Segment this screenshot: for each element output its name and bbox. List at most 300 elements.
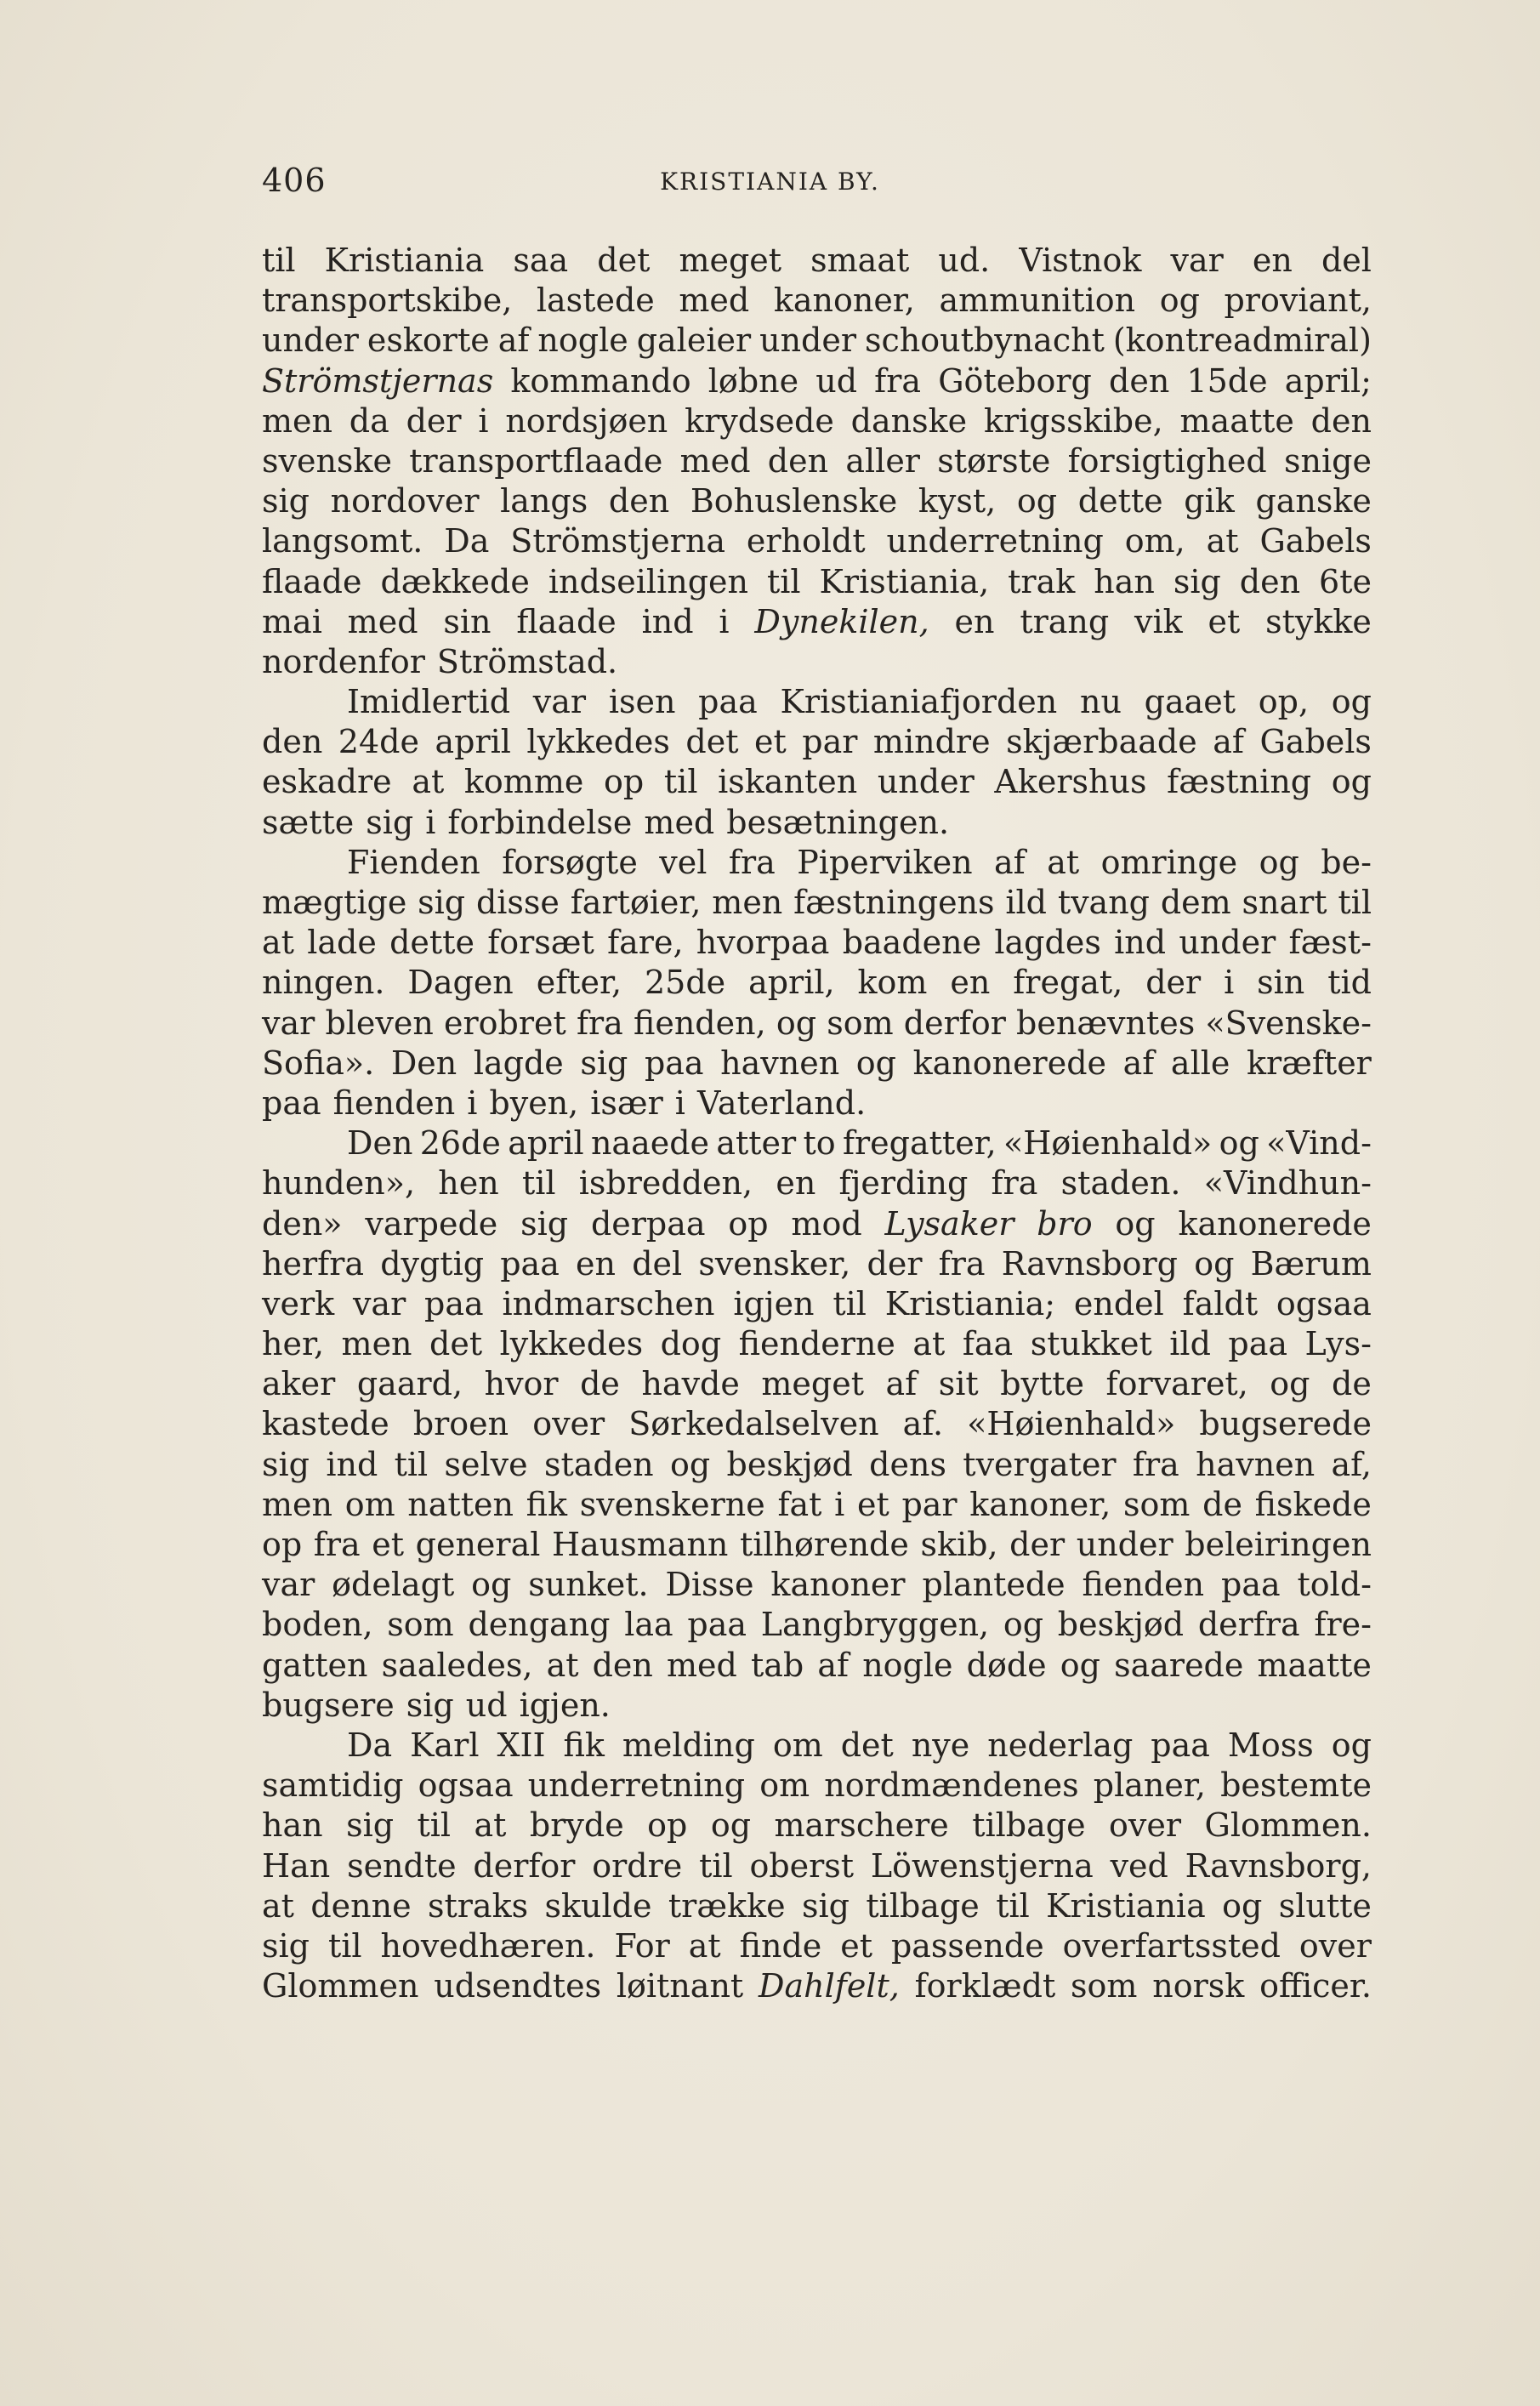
text-line	[262, 1846, 1372, 1886]
word: dette	[1077, 482, 1163, 520]
word: flaade	[262, 562, 362, 600]
word: ind	[1114, 924, 1167, 962]
word: to	[803, 1124, 836, 1163]
word: nordenfor	[262, 642, 425, 680]
word: til	[833, 1284, 867, 1322]
word: ammunition	[939, 282, 1136, 320]
word: at	[1206, 522, 1239, 560]
word: han	[262, 1806, 323, 1845]
word: og	[776, 1004, 817, 1042]
word: og	[1331, 763, 1372, 801]
word: beskjød	[726, 1445, 853, 1483]
word: og	[1159, 282, 1200, 320]
text-line	[262, 642, 1372, 682]
word: sig	[262, 1445, 310, 1483]
word: kanoner	[770, 1566, 906, 1604]
word: faldt	[1182, 1284, 1259, 1322]
text-line	[262, 1485, 1372, 1525]
word: «Vind-	[1266, 1124, 1372, 1163]
word: straks	[428, 1886, 529, 1925]
word: eskorte	[367, 321, 490, 360]
word: svenskerne	[579, 1485, 765, 1523]
word: norsk	[1152, 1967, 1245, 2005]
text-line	[262, 923, 1372, 963]
word: Karl	[410, 1726, 480, 1764]
word: staden.	[1060, 1164, 1181, 1203]
word: forsæt	[487, 924, 594, 962]
word: op,	[1258, 683, 1310, 721]
word: baadene	[842, 924, 982, 962]
word: han	[1094, 562, 1155, 600]
word: og	[710, 1806, 752, 1845]
word: og	[1222, 1886, 1263, 1925]
word: Löwenstjerna	[870, 1846, 1094, 1885]
word: under	[262, 321, 359, 360]
word: galeier	[636, 321, 752, 360]
word: bestemte	[1220, 1766, 1372, 1805]
word: Glommen.	[1204, 1806, 1372, 1845]
word: skjærbaade	[1006, 723, 1197, 761]
word: døde	[966, 1646, 1047, 1684]
text-line	[262, 401, 1372, 441]
text-line	[262, 602, 1372, 642]
text-line	[262, 321, 1372, 361]
word: indmarschen	[502, 1284, 715, 1322]
word: stykke	[1265, 602, 1372, 640]
word: op	[262, 1526, 303, 1563]
word: her,	[262, 1325, 325, 1363]
word: indseilingen	[548, 562, 748, 600]
word: faa	[962, 1325, 1014, 1363]
word: Sørkedalselven	[628, 1405, 879, 1443]
text-line	[262, 1605, 1372, 1645]
word: og	[1016, 482, 1058, 520]
text-line	[262, 1926, 1372, 1966]
word: lykkedes	[499, 1325, 644, 1363]
word: om	[344, 1485, 395, 1523]
word: en	[776, 1164, 816, 1203]
text-line	[262, 883, 1372, 923]
word: Hausmann	[551, 1526, 729, 1563]
word: fienden	[1082, 1566, 1205, 1604]
word: Imidlertid	[347, 683, 511, 721]
word: det	[685, 723, 739, 761]
word: igjen.	[519, 1686, 611, 1724]
word: fra	[728, 843, 776, 881]
word: meget	[679, 242, 782, 279]
word: nordover	[330, 482, 480, 520]
word: staden	[543, 1445, 654, 1483]
word: af	[994, 843, 1026, 881]
word: de	[1332, 1365, 1372, 1403]
text-line	[262, 1364, 1372, 1404]
word: af	[817, 1646, 850, 1684]
text-line	[262, 481, 1372, 521]
word: snige	[1283, 441, 1372, 480]
word: der	[406, 401, 462, 440]
word: Langbryggen,	[760, 1606, 990, 1644]
word: ødelagt	[332, 1566, 455, 1604]
word: med	[679, 441, 751, 480]
word: men	[262, 1485, 332, 1523]
word: ind	[326, 1445, 378, 1483]
word: vel	[659, 843, 707, 881]
word: det	[840, 1726, 894, 1764]
word: om	[772, 1726, 823, 1764]
word: byen,	[489, 1084, 579, 1122]
word: Lysaker	[884, 1204, 1014, 1243]
word: som	[1071, 1967, 1138, 2005]
word: ogsaa	[1276, 1284, 1372, 1322]
word: ind	[641, 602, 694, 640]
text-line	[262, 281, 1372, 321]
word: fregat,	[1013, 964, 1123, 1002]
word: atter	[716, 1124, 797, 1163]
text-line	[262, 361, 1372, 401]
word: et	[372, 1526, 405, 1563]
word: derpaa	[590, 1204, 706, 1243]
word: af.	[902, 1405, 944, 1443]
word: XII	[497, 1726, 546, 1764]
text-line	[262, 1044, 1372, 1084]
word: hen	[438, 1164, 499, 1203]
word: paa	[424, 1284, 484, 1322]
running-head: KRISTIANIA BY.	[660, 168, 880, 196]
word: og	[1331, 1726, 1372, 1764]
word: lykkedes	[526, 723, 670, 761]
text-line	[262, 241, 1372, 281]
word: kanonerede	[1178, 1204, 1372, 1243]
word: sig	[580, 1044, 628, 1082]
word: kræfter	[1246, 1044, 1372, 1082]
text-line	[262, 1324, 1372, 1364]
word: af	[1122, 1044, 1155, 1082]
word: paa	[698, 683, 758, 721]
word: og	[855, 1044, 896, 1082]
word: tvang	[1057, 884, 1151, 921]
word: under	[1179, 924, 1276, 962]
word: Ravnsborg,	[1185, 1846, 1372, 1885]
word: par	[802, 723, 858, 761]
word: et	[840, 1926, 872, 1965]
word: i	[425, 803, 436, 841]
word: i	[467, 1084, 478, 1122]
word: over	[1109, 1806, 1182, 1845]
word: «Svenske-	[1205, 1004, 1372, 1042]
word: som	[827, 1004, 894, 1042]
word: saaledes,	[381, 1646, 533, 1684]
word: naaede	[590, 1124, 710, 1163]
word: lastede	[536, 282, 655, 320]
word: kanoner,	[773, 282, 915, 320]
word: ved	[1110, 1846, 1168, 1885]
word: den	[262, 723, 323, 761]
word: fiskede	[1254, 1485, 1372, 1523]
word: en	[576, 1244, 617, 1283]
word: til	[663, 763, 698, 801]
word: fæstningens	[793, 884, 995, 921]
word: derfor	[903, 1004, 1006, 1042]
word: bugserede	[1199, 1405, 1372, 1443]
text-line	[262, 1163, 1372, 1203]
word: lagdes	[994, 924, 1101, 962]
word: de	[580, 1365, 620, 1403]
word: der	[867, 1244, 923, 1283]
word: langsomt.	[262, 522, 423, 560]
word: ud.	[938, 242, 991, 279]
word: tvergater	[963, 1445, 1117, 1483]
word: til	[417, 1806, 452, 1845]
word: del	[1321, 242, 1372, 279]
word: 6te	[1319, 562, 1372, 600]
word: og	[1270, 1365, 1310, 1403]
word: langs	[500, 482, 588, 520]
word: erobret	[444, 1004, 566, 1042]
word: der	[1009, 1526, 1065, 1563]
word: eskadre	[262, 763, 392, 801]
word: sig	[262, 1926, 310, 1965]
word: Dynekilen,	[754, 602, 929, 640]
word: krydsede	[685, 401, 834, 440]
word: den»	[262, 1204, 343, 1243]
word: svenske	[262, 441, 392, 480]
word: sin	[443, 602, 492, 640]
word: bleven	[325, 1004, 434, 1042]
word: det	[429, 1325, 483, 1363]
word: kanoner,	[969, 1485, 1111, 1523]
word: derfra	[1197, 1606, 1300, 1644]
word: nogle	[537, 321, 628, 360]
word: fare,	[607, 924, 684, 962]
word: var	[262, 1566, 315, 1604]
word: Vaterland.	[696, 1084, 867, 1122]
word: kom	[857, 964, 928, 1002]
word: Piperviken	[797, 843, 973, 881]
word: paa	[1228, 1325, 1288, 1363]
word: at	[474, 1806, 507, 1845]
word: «Vindhun-	[1203, 1164, 1372, 1203]
word: til	[766, 562, 801, 600]
word: aker	[262, 1365, 336, 1403]
word: natten	[407, 1485, 514, 1523]
word: under	[877, 763, 975, 801]
word: det	[597, 242, 651, 279]
text-line	[262, 1404, 1372, 1444]
word: fra	[576, 1004, 623, 1042]
word: fæstning	[1167, 763, 1312, 801]
word: beskjød	[1057, 1606, 1185, 1644]
word: krigsskibe,	[983, 401, 1163, 440]
word: oberst	[749, 1846, 855, 1885]
word: gaaet	[1144, 683, 1236, 721]
word: sig	[366, 803, 414, 841]
word: Lys-	[1304, 1325, 1372, 1363]
word: april	[435, 723, 511, 761]
word: fik	[526, 1485, 567, 1523]
word: og	[1331, 683, 1372, 721]
word: lagde	[473, 1044, 564, 1082]
word: benævntes	[1016, 1004, 1196, 1042]
word: men	[341, 1325, 412, 1363]
word: fienden,	[634, 1004, 766, 1042]
word: og	[1194, 1244, 1235, 1283]
word: del	[632, 1244, 683, 1283]
word: fienderne	[738, 1325, 895, 1363]
text-line	[262, 1886, 1372, 1926]
word: ordre	[592, 1846, 683, 1885]
word: denne	[310, 1886, 412, 1925]
word: nye	[911, 1726, 970, 1764]
text-line	[262, 562, 1372, 602]
word: til	[996, 1886, 1030, 1925]
word: kastede	[262, 1405, 389, 1443]
word: erholdt	[746, 522, 866, 560]
word: Moss	[1227, 1726, 1314, 1764]
word: passende	[890, 1926, 1044, 1965]
word: Disse	[665, 1566, 754, 1604]
word: sig	[520, 1204, 569, 1243]
word: sin	[1257, 964, 1305, 1002]
text-line	[262, 1244, 1372, 1284]
word: fartøier,	[570, 884, 702, 921]
word: paa	[500, 1244, 560, 1283]
word: at	[912, 1325, 946, 1363]
word: var	[1170, 242, 1224, 279]
word: isbredden,	[578, 1164, 753, 1203]
word: ild	[1005, 884, 1047, 921]
word: paa	[644, 1044, 704, 1082]
word: tilhørende	[739, 1526, 909, 1563]
word: boden,	[262, 1606, 373, 1644]
word: som	[387, 1606, 454, 1644]
word: dette	[389, 924, 475, 962]
word: til	[1338, 884, 1372, 921]
word: og	[1219, 1124, 1259, 1163]
word: Den	[390, 1044, 457, 1082]
word: derfor	[473, 1846, 576, 1885]
word: sendte	[347, 1846, 457, 1885]
word: Strömstjernas	[262, 361, 494, 400]
word: Vistnok	[1019, 242, 1142, 279]
word: komme	[463, 763, 584, 801]
word: april,	[748, 964, 835, 1002]
word: samtidig	[262, 1766, 404, 1805]
word: var	[262, 1004, 315, 1042]
word: smaat	[810, 242, 910, 279]
word: i	[674, 1084, 685, 1122]
word: gaard,	[356, 1365, 463, 1403]
word: dens	[869, 1445, 946, 1483]
word: bro	[1037, 1204, 1093, 1243]
word: af	[885, 1365, 918, 1403]
text-line	[262, 762, 1372, 802]
word: hunden»,	[262, 1164, 416, 1203]
word: dygtig	[380, 1244, 485, 1283]
word: «Høienhald»	[967, 1405, 1176, 1443]
word: nordmændenes	[824, 1766, 1079, 1805]
word: Kristiania,	[819, 562, 990, 600]
word: Han	[262, 1846, 331, 1885]
word: selve	[444, 1445, 528, 1483]
word: af	[497, 321, 530, 360]
word: fra	[313, 1526, 361, 1563]
text-line	[262, 1686, 1372, 1726]
word: til	[262, 242, 296, 279]
word: skib,	[920, 1526, 998, 1563]
word: maatte	[1257, 1646, 1372, 1684]
word: og	[1259, 843, 1299, 881]
word: hovedhæren.	[380, 1926, 596, 1965]
word: saarede	[1114, 1646, 1244, 1684]
text-line	[262, 1806, 1372, 1846]
word: general	[415, 1526, 541, 1563]
word: Glommen	[262, 1967, 419, 2005]
word: med	[644, 803, 715, 841]
word: (kontreadmiral)	[1112, 321, 1372, 360]
word: sig	[262, 482, 310, 520]
word: men	[262, 401, 332, 440]
word: og	[1003, 1606, 1044, 1644]
text-line	[262, 803, 1372, 843]
word: 24de	[338, 723, 419, 761]
word: den	[767, 441, 829, 480]
word: forsigtighed	[1067, 441, 1267, 480]
word: Bærum	[1250, 1244, 1372, 1283]
word: Kristianiafjorden	[780, 683, 1058, 721]
word: tid	[1327, 964, 1372, 1002]
word: op	[647, 1806, 688, 1845]
word: løbne	[707, 361, 799, 400]
word: at	[262, 924, 294, 962]
word: de	[1202, 1485, 1242, 1523]
word: havde	[641, 1365, 740, 1403]
word: ild	[1169, 1325, 1211, 1363]
word: kyst,	[918, 482, 997, 520]
word: ganske	[1255, 482, 1372, 520]
word: og	[1115, 1204, 1156, 1243]
word: danske	[850, 401, 968, 440]
word: kanonerede	[912, 1044, 1107, 1082]
text-line	[262, 1084, 1372, 1123]
word: herfra	[262, 1244, 365, 1283]
word: planer,	[1093, 1766, 1206, 1805]
text-line	[262, 1445, 1372, 1485]
word: at	[412, 763, 445, 801]
word: april;	[1284, 361, 1372, 400]
word: forsøgte	[502, 843, 638, 881]
word: omringe	[1100, 843, 1238, 881]
word: april	[508, 1124, 584, 1163]
text-line	[262, 1766, 1372, 1806]
word: tilbage	[972, 1806, 1086, 1845]
word: Dagen	[407, 964, 514, 1002]
word: trak	[1008, 562, 1076, 600]
word: gatten	[262, 1646, 368, 1684]
word: en	[954, 602, 995, 640]
word: den	[608, 482, 670, 520]
word: og	[669, 1445, 711, 1483]
word: sig	[346, 1806, 395, 1845]
text-line	[262, 1726, 1372, 1766]
word: disse	[475, 884, 560, 921]
word: mod	[791, 1204, 862, 1243]
word: Strömstjerna	[510, 522, 725, 560]
word: i	[478, 401, 489, 440]
word: skulde	[544, 1886, 652, 1925]
word: op	[728, 1204, 769, 1243]
word: paa	[687, 1606, 747, 1644]
word: et	[1208, 602, 1241, 640]
